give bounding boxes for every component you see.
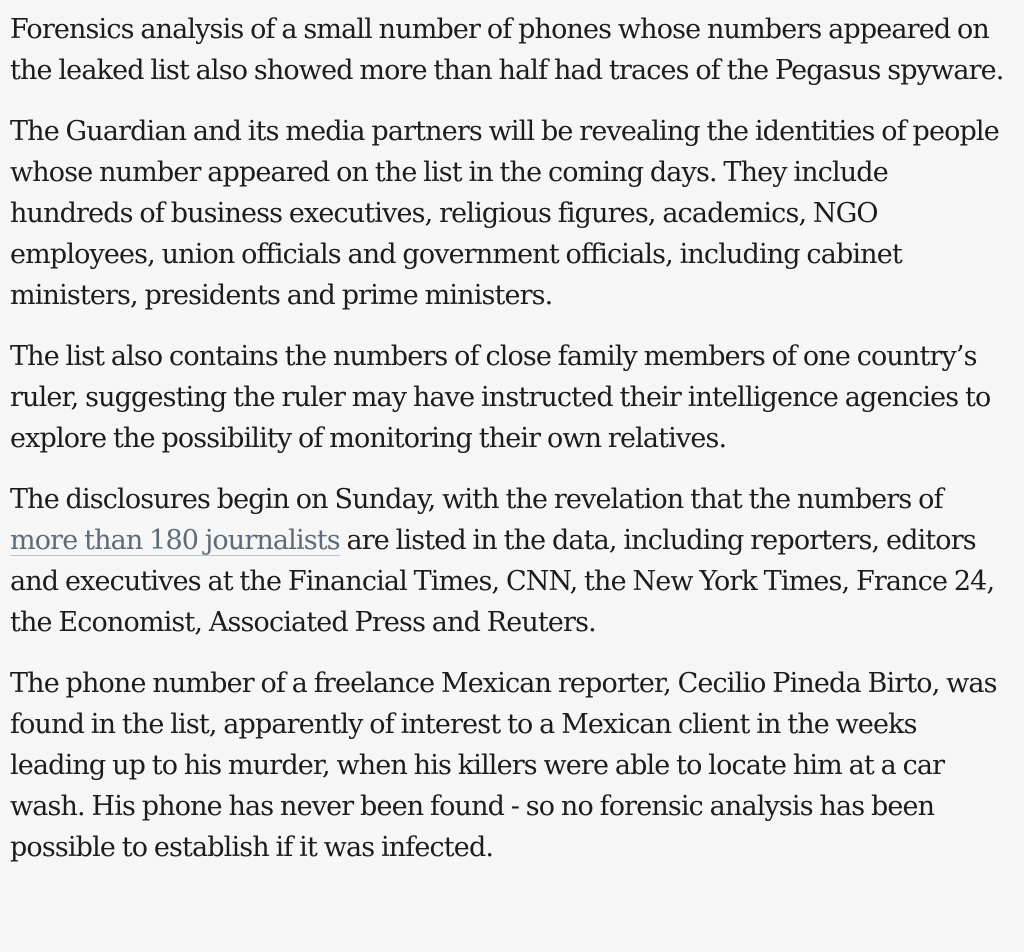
paragraph-text: The disclosures begin on Sunday, with the revelation that the numbers of [10,484,943,515]
paragraph-identities: The Guardian and its media partners will be revealing the identities of people whose number appeared on the list in the coming days. They include hundreds of business executives, religious figures, academics, NGO employees, union officials and government officials, including cabinet ministers, presidents and prime ministers. [10,116,999,311]
paragraph-forensics: Forensics analysis of a small number of phones whose numbers appeared on the leaked list also showed more than half had traces of the Pegasus spyware. [10,14,1004,86]
paragraph-text: are listed in the data, including reporters, editors and executives at the Financial Times, CNN, the New York Times, France 24, the Economist, Associated Press and Reuters. [10,525,995,638]
paragraph-family-members: The list also contains the numbers of close family members of one country’s ruler, suggesting the ruler may have instructed their intelligence agencies to explore the possibility of monitoring their own relatives. [10,341,991,454]
paragraph-disclosures [10,479,1014,643]
paragraph-mexican-reporter: The phone number of a freelance Mexican reporter, Cecilio Pineda Birto, was found in the list, apparently of interest to a Mexican client in the weeks leading up to his murder, when his killers were able to locate him at a car wash. His phone has never been found - so no forensic analysis has been possible to establish if it was infected. [10,668,997,863]
journalists-link[interactable]: more than 180 journalists [10,525,340,556]
